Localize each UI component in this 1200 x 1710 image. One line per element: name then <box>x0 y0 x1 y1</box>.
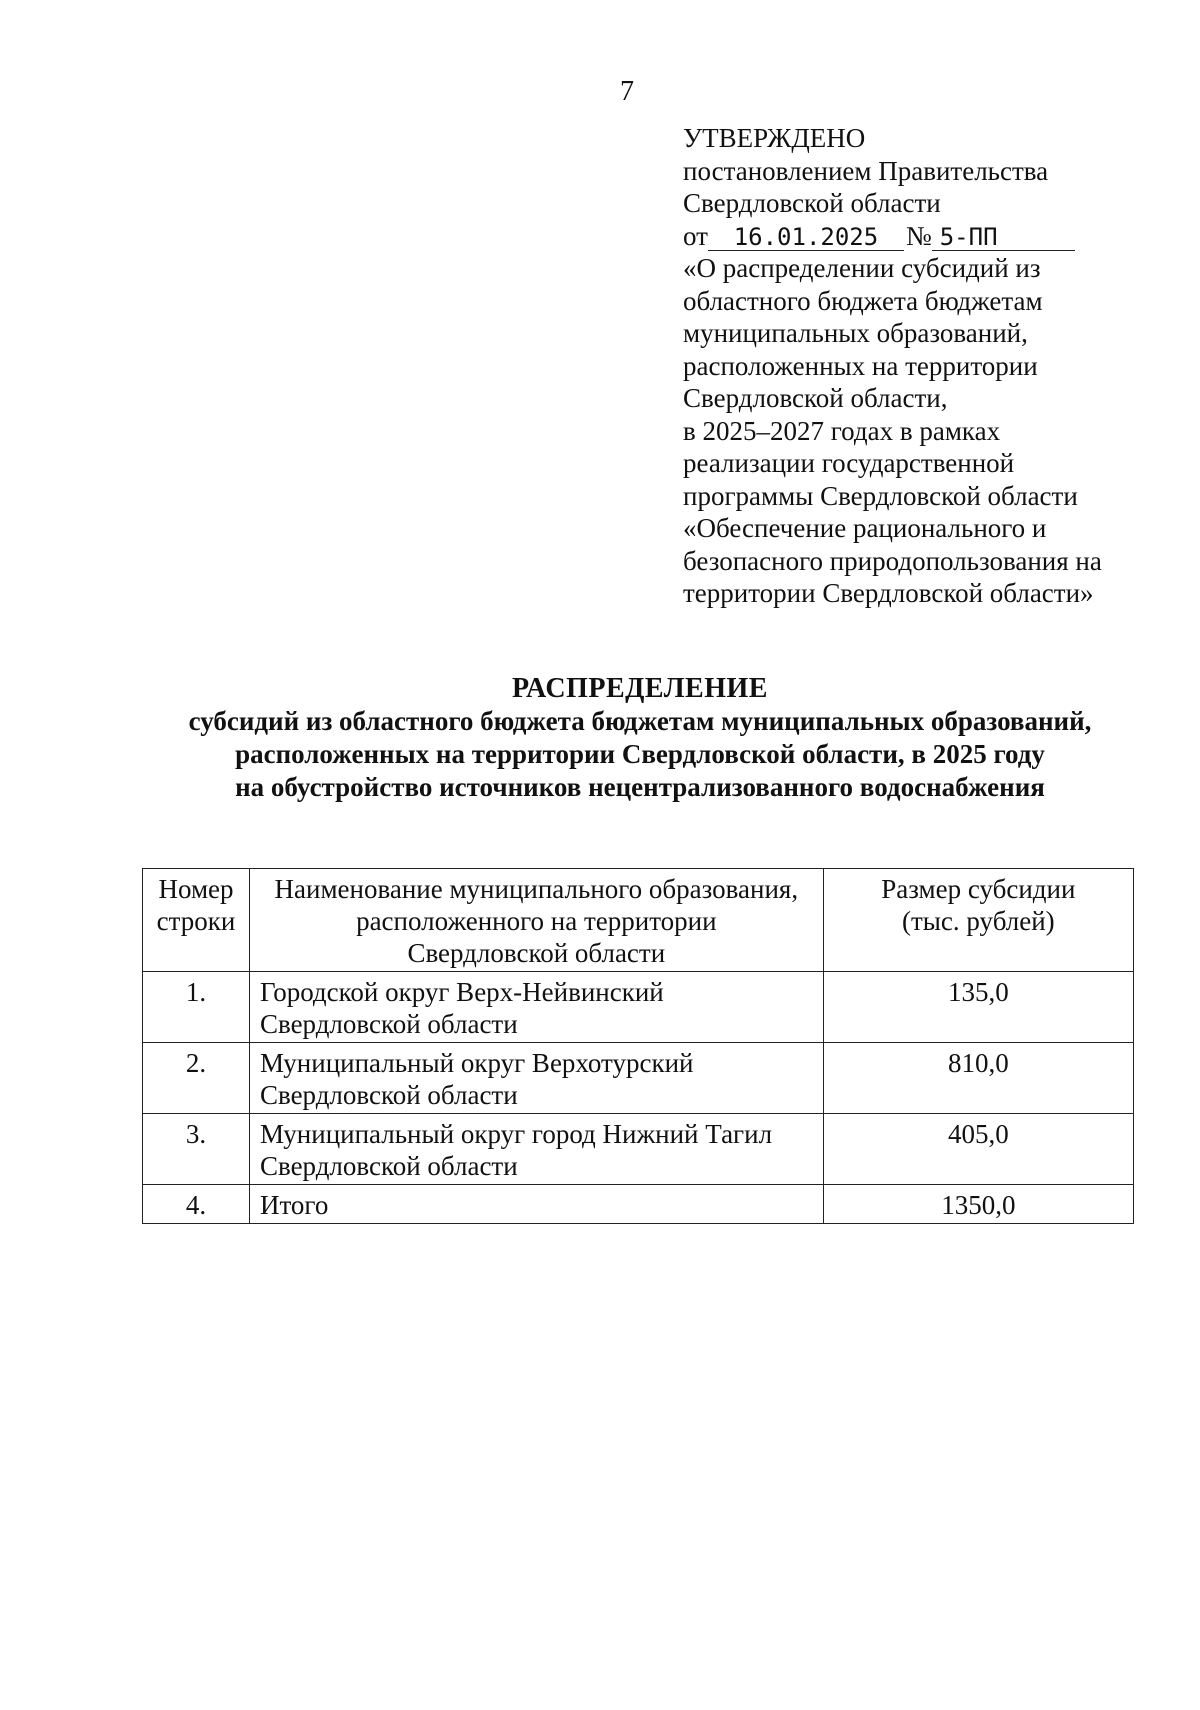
header-text: Номер <box>158 874 234 904</box>
heading-title: РАСПРЕДЕЛЕНИЕ <box>512 673 768 704</box>
header-municipality <box>249 869 823 972</box>
row-municipality <box>249 1185 823 1224</box>
table-row <box>143 972 1134 1043</box>
page-number: 7 <box>620 76 634 107</box>
header-text: расположенного на территории <box>356 906 717 936</box>
row-amount: 810,0 <box>823 1043 1133 1114</box>
header-text: (тыс. рублей) <box>901 906 1055 936</box>
subject-line: муниципальных образований, <box>683 318 1028 348</box>
subject-line: в 2025–2027 годах в рамках <box>683 415 1001 446</box>
subject-line: областного бюджета бюджетам <box>683 285 1043 316</box>
decree-date: 16.01.2025 <box>708 224 904 251</box>
table-row <box>143 1114 1134 1185</box>
heading-line: субсидий из областного бюджета бюджетам муниципальных образований, <box>188 706 1092 736</box>
row-amount: 405,0 <box>823 1114 1133 1185</box>
distribution-table <box>142 868 1134 1224</box>
decree-number: 5-ПП <box>932 224 1075 251</box>
date-prefix: от <box>683 220 708 251</box>
table-header-row <box>143 869 1134 972</box>
subject-line: Свердловской области, <box>683 383 948 413</box>
header-text: Размер субсидии <box>881 874 1076 904</box>
subject-line: расположенных на территории <box>683 350 1038 381</box>
row-number: 3. <box>143 1114 250 1185</box>
cell-text: Муниципальный округ Верхотурский <box>259 1048 694 1078</box>
subject-line: безопасного природопользования на <box>683 545 1102 576</box>
cell-text: Городской округ Верх-Нейвинский <box>259 977 664 1007</box>
row-municipality <box>249 1043 823 1114</box>
row-number: 4. <box>143 1185 250 1224</box>
approval-line-1: постановлением Правительства <box>683 155 1049 186</box>
cell-text: Муниципальный округ город Нижний Тагил <box>259 1119 773 1149</box>
subject-line: реализации государственной <box>683 448 1015 478</box>
cell-text: Свердловской области <box>259 1080 518 1110</box>
header-row-number <box>143 869 250 972</box>
table-row-total <box>143 1185 1134 1224</box>
header-subsidy-amount <box>823 869 1133 972</box>
number-sign: № <box>905 220 932 251</box>
row-amount: 135,0 <box>823 972 1133 1043</box>
approval-block <box>683 122 1153 610</box>
header-text: Наименование муниципального образования, <box>274 874 799 904</box>
approval-title: УТВЕРЖДЕНО <box>683 123 866 153</box>
row-number: 2. <box>143 1043 250 1114</box>
cell-text: Свердловской области <box>259 1151 518 1181</box>
row-municipality <box>249 972 823 1043</box>
approval-date-line <box>683 220 1153 253</box>
row-amount: 1350,0 <box>823 1185 1133 1224</box>
header-text: строки <box>156 906 236 936</box>
approval-line-2: Свердловской области <box>683 188 941 218</box>
heading-line: расположенных на территории Свердловской области, в 2025 году <box>235 739 1045 769</box>
cell-text: Свердловской области <box>259 1009 518 1039</box>
row-number: 1. <box>143 972 250 1043</box>
subject-line: «Обеспечение рационального и <box>683 513 1047 543</box>
heading-line: на обустройство источников нецентрализованного водоснабжения <box>235 772 1045 802</box>
subject-line: «О распределении субсидий из <box>683 253 1041 283</box>
cell-text: Итого <box>259 1190 329 1220</box>
table-row <box>143 1043 1134 1114</box>
document-heading <box>100 672 1180 804</box>
subject-line: программы Свердловской области <box>683 480 1078 511</box>
row-municipality <box>249 1114 823 1185</box>
subject-line: территории Свердловской области» <box>683 578 1094 608</box>
header-text: Свердловской области <box>407 938 666 968</box>
